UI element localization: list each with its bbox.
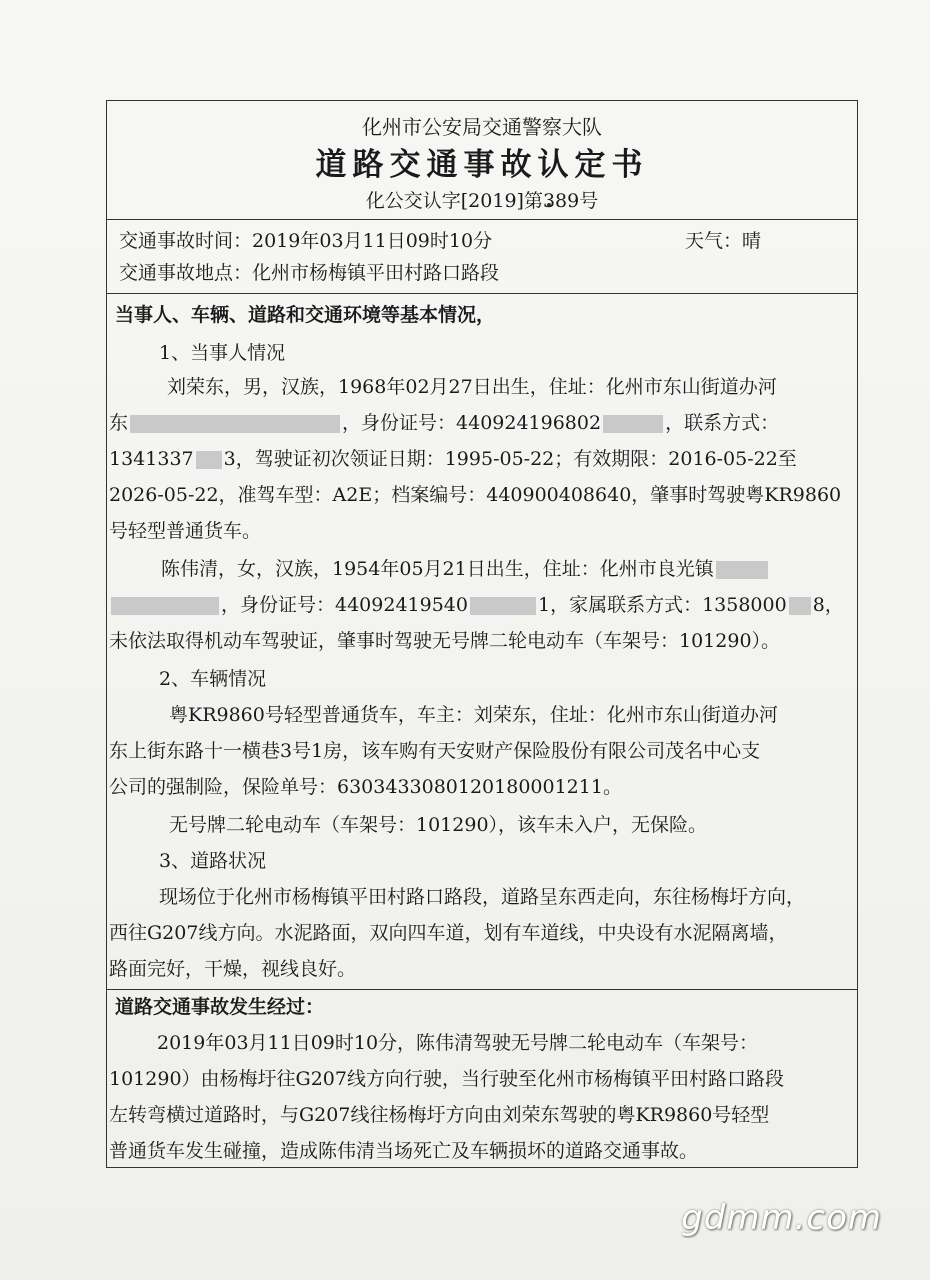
party1-line: 2026-05-22，准驾车型：A2E；档案编号：440900408640，肇事时驾驶粤KR9860 <box>109 484 842 506</box>
redaction <box>130 415 340 433</box>
section-heading-course: 道路交通事故发生经过： <box>115 996 325 1018</box>
accident-place-row <box>119 261 499 285</box>
party1-line: 东 ，身份证号：440924196802 ，联系方式： <box>109 412 780 434</box>
course-line: 左转弯横过道路时，与G207线往杨梅圩方向由刘荣东驾驶的粤KR9860号轻型 <box>109 1104 770 1126</box>
divider <box>107 219 857 220</box>
divider <box>107 293 857 294</box>
party2-line: ，身份证号：44092419540 1，家属联系方式：1358000 8， <box>109 593 844 617</box>
redaction <box>789 597 811 615</box>
vehicle1-line: 公司的强制险，保险单号：630343308012018000121​1。 <box>109 776 622 798</box>
accident-report-form <box>106 100 858 1168</box>
party1-line: 刘荣东，男，汉族，1968年02月27日出生，住址：化州市东山街道办河 <box>167 376 777 398</box>
party1-line: 号轻型普通货车。 <box>109 520 262 542</box>
redaction <box>716 561 768 579</box>
accident-time-row <box>119 229 492 253</box>
section-heading-basic-info: 当事人、车辆、道路和交通环境等基本情况， <box>115 304 496 326</box>
party1-line: 1341337 3，驾驶证初次领证日期：1995-05-22；有效期限：2016-05-22至 <box>109 448 797 470</box>
accident-time-label: 交通事故时间： <box>119 230 253 252</box>
divider <box>107 989 857 990</box>
accident-place-label: 交通事故地点： <box>119 262 253 284</box>
redaction <box>470 597 536 615</box>
document-title: 道路交通事故认定书 <box>315 147 649 183</box>
issuing-agency: 化州市公安局交通警察大队 <box>362 115 602 139</box>
vehicle1-line: 粤KR9860号轻型普通货车，车主：刘荣东，住址：化州市东山街道办河 <box>169 704 778 726</box>
course-line: 普通货车发生碰撞，造成陈伟清当场死亡及车辆损坏的道路交通事故。 <box>109 1140 699 1162</box>
party2-line: 陈伟清，女，汉族，1954年05月21日出生，住址：化州市良光镇 <box>161 557 770 581</box>
vehicle1-line: 东上街东路十一横巷3号1房，该车购有天安财产保险股份有限公司茂名中心支 <box>109 740 761 762</box>
redaction <box>196 451 222 469</box>
party2-line: 未依法取得机动车驾驶证，肇事时驾驶无号牌二轮电动车（车架号：101290）。 <box>109 630 781 652</box>
weather-value: 晴 <box>742 230 762 252</box>
subheading-road: 3、道路状况 <box>159 850 267 872</box>
accident-time-value: 2019年03月11日09时10分 <box>252 230 493 252</box>
redaction <box>603 415 663 433</box>
course-line: 2019年03月11日09时10分，陈伟清驾驶无号牌二轮电动车（车架号： <box>157 1032 759 1054</box>
course-line: 101290）由杨梅圩往G207线方向行驶，当行驶至化州市杨梅镇平田村路口路段 <box>109 1068 784 1090</box>
weather-label: 天气： <box>685 230 743 252</box>
vehicle2-line: 无号牌二轮电动车（车架号：101290），该车未入户，无保险。 <box>169 814 708 836</box>
road-line: 路面完好，干燥，视线良好。 <box>109 958 357 980</box>
accident-place-value: 化州市杨梅镇平田村路口路段 <box>252 262 500 284</box>
weather-row <box>685 229 761 253</box>
subheading-vehicles: 2、车辆情况 <box>159 668 267 690</box>
road-line: 现场位于化州市杨梅镇平田村路口路段，道路呈东西走向，东往杨梅圩方向， <box>159 886 806 908</box>
subheading-parties: 1、当事人情况 <box>159 342 286 364</box>
road-line: 西往G207线方向。水泥路面，双向四车道，划有车道线，中央设有水泥隔离墙， <box>109 922 788 944</box>
redaction <box>111 597 219 615</box>
document-number: 化公交认字[2019]第389号 <box>365 190 599 212</box>
site-watermark: gdmm.com <box>681 1198 882 1238</box>
